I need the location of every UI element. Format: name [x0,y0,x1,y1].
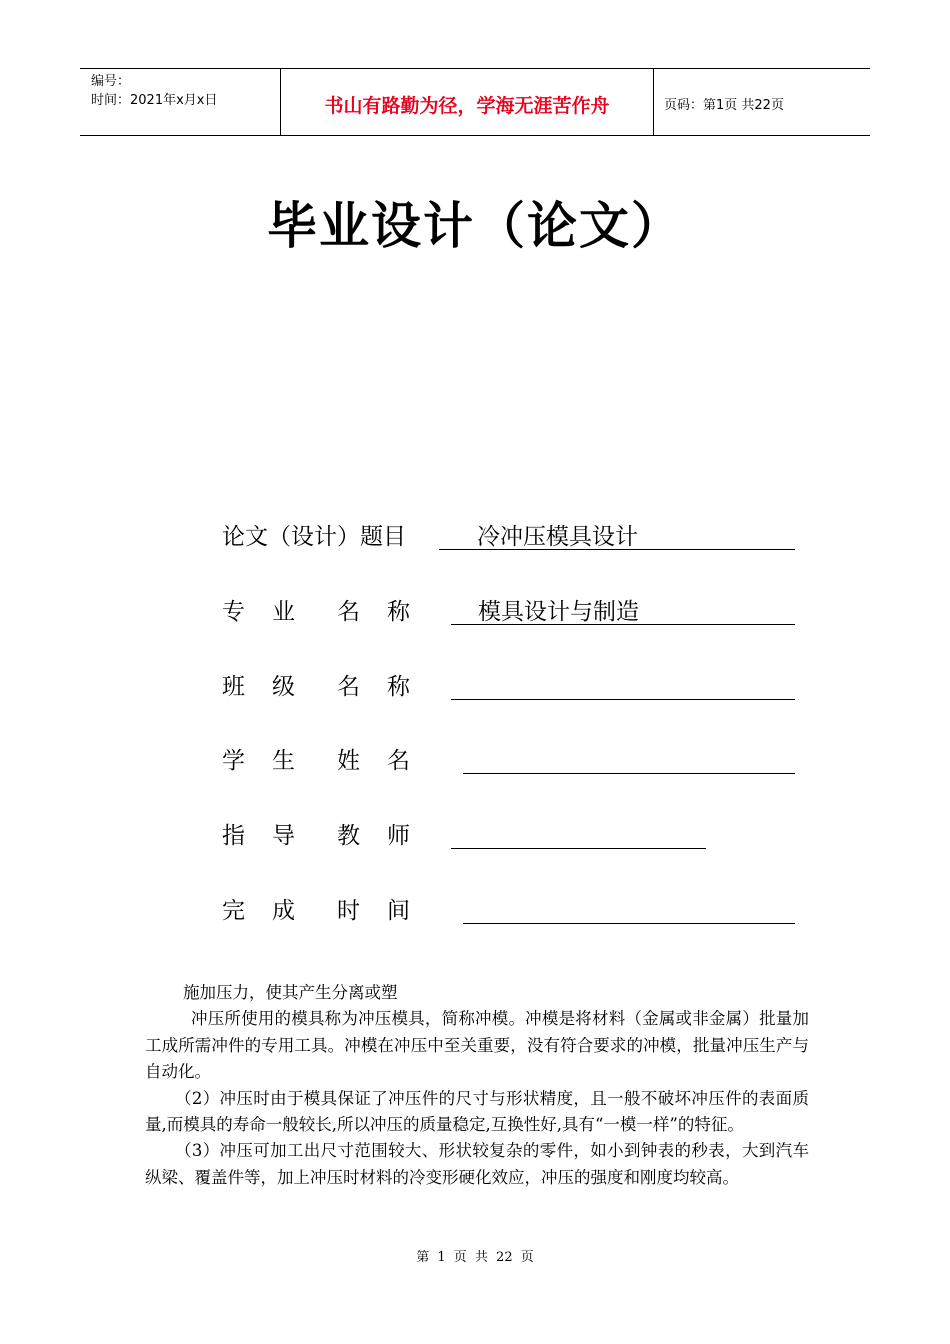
body-text [145,980,809,1191]
field-class: 班 级 名 称 [222,668,802,702]
field-major: 专 业 名 称 模具设计与制造 [222,593,802,627]
paragraph: （3）冲压可加工出尺寸范围较大、形状较复杂的零件，如小到钟表的秒表，大到汽车纵梁、覆盖件等，加上冲压时材料的冷变形硬化效应，冲压的强度和刚度均较高。 [145,1141,809,1187]
header-motto: 书山有路勤为径，学海无涯苦作舟 [281,69,654,135]
paragraph: 冲压所使用的模具称为冲压模具，简称冲模。冲模是将材料（金属或非金属）批量加工成所需冲件的专用工具。冲模在冲压中至关重要，没有符合要求的冲模，批量冲压生产与自动化。 [145,1009,809,1082]
header-page-info: 页码：第1页 共22页 [664,97,784,113]
paragraph: （2）冲压时由于模具保证了冲压件的尺寸与形状精度，且一般不破坏冲压件的表面质量,而模具的寿命一般较长,所以冲压的质量稳定,互换性好,具有“一模一样”的特征。 [145,1088,809,1135]
time-label: 时间：2021年x月x日 [91,93,218,108]
paragraph: 施加压力，使其产生分离或塑 [183,983,398,1002]
field-label: 论文（设计）题目 [222,524,406,550]
field-line[interactable] [463,742,795,774]
field-thesis-title [222,518,802,552]
field-line[interactable] [451,668,795,700]
field-value: 冷冲压模具设计 [477,524,638,550]
field-line[interactable] [451,817,706,849]
field-line[interactable] [463,892,795,924]
page-footer: 第 1 页 共 22 页 [416,1250,534,1265]
field-value: 模具设计与制造 [478,599,639,625]
page-header [80,68,870,136]
field-student-name: 学 生 姓 名 [222,742,802,776]
number-label: 编号： [91,74,131,89]
field-advisor: 指 导 教 师 [222,817,802,851]
field-completion-time: 完 成 时 间 [222,892,802,926]
document-title: 毕业设计（论文） [267,197,683,255]
header-meta [80,69,281,135]
